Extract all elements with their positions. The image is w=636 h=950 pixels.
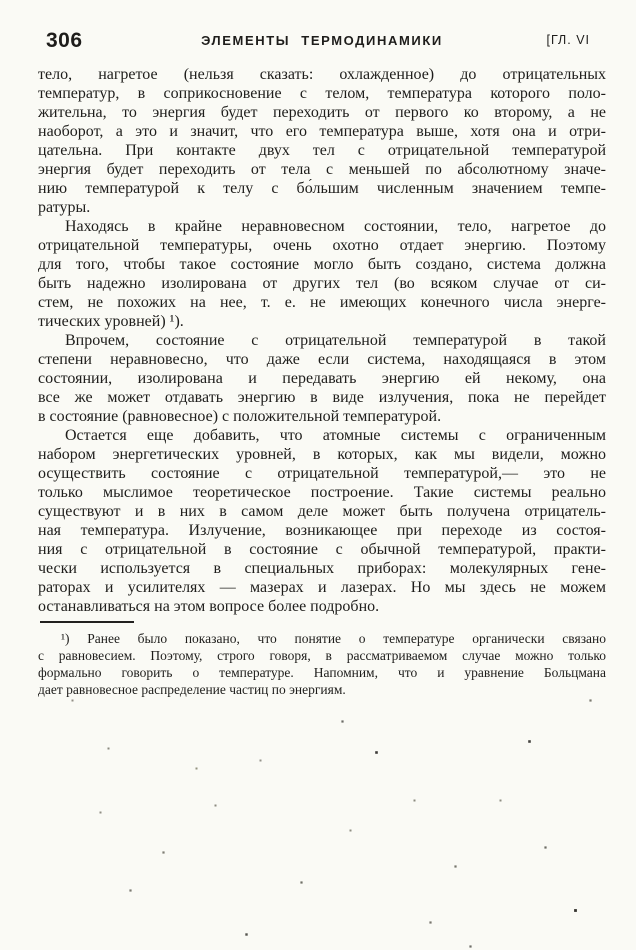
paragraph — [38, 331, 606, 426]
text-line: Остается еще добавить, что атомные системы с ограниченным — [65, 427, 606, 444]
chapter-label: [ГЛ. VI — [546, 33, 590, 47]
text-line: температур, в соприкосновение с телом, температура которого поло- — [38, 85, 606, 102]
page-number: 306 — [46, 29, 83, 52]
text-line: набором энергетических уровней, в которых, как мы видели, можно — [38, 446, 606, 463]
text-line: цательна. При контакте двух тел с отрицательной температурой — [38, 142, 606, 159]
text-line: ¹) Ранее было показано, что понятие о температуре органически связано — [61, 631, 606, 646]
paragraph — [38, 65, 606, 217]
text-line: дает равновесное распределение частиц по энергиям. — [38, 682, 346, 697]
text-line: нию температурой к телу с бо́льшим численным значением темпе- — [38, 180, 606, 197]
text-line: осуществить состояние с отрицательной температурой,— это не — [38, 465, 606, 482]
paragraph — [38, 426, 606, 616]
text-line: энергия будет переходить от тела с меньшей по абсолютному значе- — [38, 161, 606, 178]
footnote — [38, 630, 606, 698]
text-line: Находясь в крайне неравновесном состоянии, тело, нагретое до — [65, 218, 606, 235]
running-title: ЭЛЕМЕНТЫ ТЕРМОДИНАМИКИ — [201, 33, 443, 48]
text-line: ная температура. Излучение, возникающее при переходе из состоя- — [38, 522, 606, 539]
text-line: в состояние (равновесное) с положительной температурой. — [38, 408, 442, 425]
scan-noise — [0, 0, 1, 1]
text-line: отрицательной температуры, очень охотно отдает энергию. Поэтому — [38, 237, 606, 254]
text-line: останавливаться на этом вопросе более подробно. — [38, 598, 380, 615]
running-head — [0, 0, 636, 60]
paragraph — [38, 217, 606, 331]
text-line: формально говорить о температуре. Напомним, что и уравнение Больцмана — [38, 665, 606, 680]
text-line: жительна, то энергия будет переходить от первого ко второму, а не — [38, 104, 606, 121]
text-line: наоборот, а это и значит, что его температура выше, хотя она и отри- — [38, 123, 606, 140]
text-line: ратуры. — [38, 199, 91, 216]
footnote-separator — [40, 621, 134, 623]
text-line: быть надежно изолирована от других тел (во всяком случае от си- — [38, 275, 606, 292]
text-line: все же может отдавать энергию в виде излучения, пока не перейдет — [38, 389, 606, 406]
text-line: с равновесием. Поэтому, строго говоря, в рассматриваемом случае можно только — [38, 648, 606, 663]
text-line: существуют и в них в самом деле может быть получена отрицатель- — [38, 503, 606, 520]
text-line: чески используется в специальных приборах: молекулярных гене- — [38, 560, 606, 577]
text-line: степени неравновесно, что даже если система, находящаяся в этом — [38, 351, 606, 368]
text-line: ния с отрицательной в состояние с обычной температурой, практи- — [38, 541, 606, 558]
body-text — [38, 65, 606, 616]
text-line: для того, чтобы такое состояние могло быть создано, система должна — [38, 256, 606, 273]
text-line: только мыслимое теоретическое построение. Такие системы реально — [38, 484, 606, 501]
text-line: тело, нагретое (нельзя сказать: охлажденное) до отрицательных — [38, 66, 606, 83]
text-line: состоянии, изолирована и передавать энергию ей некому, она — [38, 370, 606, 387]
text-line: раторах и усилителях — мазерах и лазерах. Но мы здесь не можем — [38, 579, 606, 596]
text-line: тических уровней) ¹). — [38, 313, 184, 330]
text-line: стем, не похожих на нее, т. е. не имеющих конечного числа энерге- — [38, 294, 606, 311]
text-line: Впрочем, состояние с отрицательной температурой в такой — [65, 332, 606, 349]
